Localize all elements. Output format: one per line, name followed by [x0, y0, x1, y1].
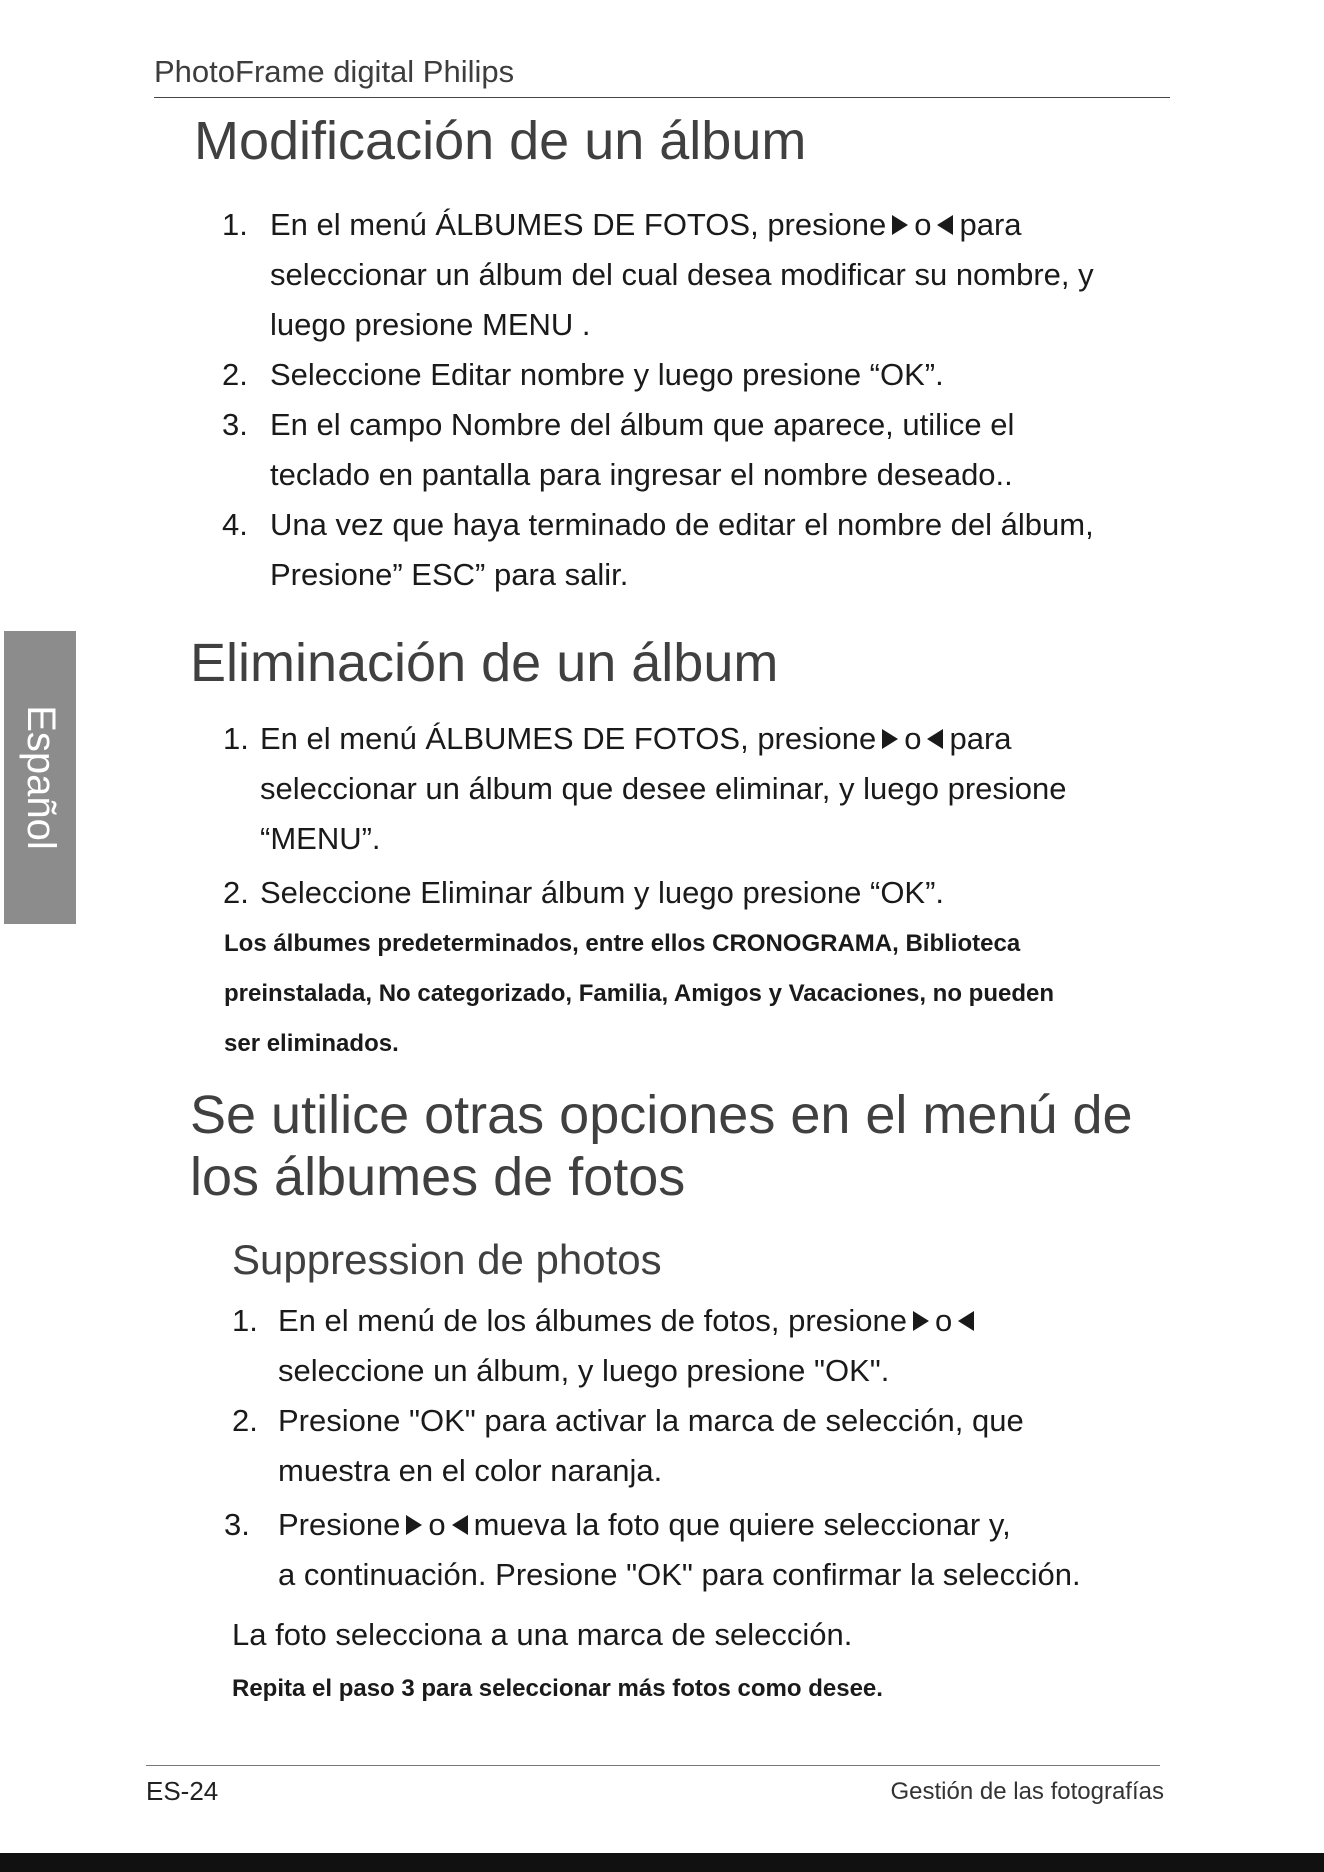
step-text: Presione” ESC” para salir.: [270, 557, 629, 592]
step-number: 1.: [222, 207, 248, 242]
header-divider: [154, 97, 1170, 98]
repeat-note: Repita el paso 3 para seleccionar más fotos como desee.: [232, 1675, 883, 1702]
step-text: para: [959, 207, 1022, 242]
step-text: o: [428, 1507, 446, 1542]
step-text: Presione: [278, 1507, 401, 1542]
right-arrow-icon: [913, 1311, 929, 1331]
step-text: para: [949, 721, 1012, 756]
step-text: “MENU”.: [260, 821, 381, 856]
language-tab: [4, 631, 76, 924]
chapter-title: Gestión de las fotografías: [890, 1778, 1164, 1805]
scan-edge-bar: [0, 1853, 1324, 1872]
section-title-other: [190, 1084, 1133, 1208]
step-text: seleccionar un álbum que desee eliminar, y luego presione: [260, 771, 1067, 806]
step-text: o: [914, 207, 932, 242]
list-item: [222, 200, 1170, 350]
step-text: muestra en el color naranja.: [278, 1453, 663, 1488]
step-text: En el menú de los álbumes de fotos, presione: [278, 1303, 907, 1338]
step-number: 1.: [232, 1303, 258, 1338]
title-line: los álbumes de fotos: [190, 1147, 686, 1207]
delete-note: [224, 919, 1174, 1069]
step-text: Una vez que haya terminado de editar el nombre del álbum,: [270, 507, 1094, 542]
step-text: En el menú ÁLBUMES DE FOTOS, presione: [260, 721, 877, 756]
list-item: [223, 714, 1170, 864]
suppression-steps: [224, 1296, 1178, 1600]
list-item: [222, 350, 1170, 400]
page-number: ES-24: [146, 1776, 219, 1806]
list-item: [222, 400, 1170, 500]
step-number: 4.: [222, 507, 248, 542]
result-text: La foto selecciona a una marca de selección.: [232, 1617, 853, 1652]
list-item: [232, 1396, 1178, 1496]
note-line: preinstalada, No categorizado, Familia, Amigos y Vacaciones, no pueden: [224, 980, 1055, 1007]
step-number: 3.: [222, 407, 248, 442]
delete-steps: [223, 714, 1170, 918]
note-line: Los álbumes predeterminados, entre ellos CRONOGRAMA, Biblioteca: [224, 930, 1021, 957]
title-line: Se utilice otras opciones en el menú de: [190, 1085, 1133, 1145]
right-arrow-icon: [882, 729, 898, 749]
step-number: 2.: [232, 1403, 258, 1438]
step-text: En el campo Nombre del álbum que aparece, utilice el: [270, 407, 1015, 442]
step-text: o: [904, 721, 922, 756]
step-text: seleccionar un álbum del cual desea modificar su nombre, y: [270, 257, 1094, 292]
list-item: [222, 500, 1170, 600]
section-title-delete: Eliminación de un álbum: [190, 633, 779, 693]
language-tab-label: Español: [18, 705, 63, 850]
step-number: 3.: [224, 1507, 250, 1542]
step-text: a continuación. Presione "OK" para confirmar la selección.: [278, 1557, 1081, 1592]
step-text: luego presione MENU .: [270, 307, 591, 342]
note-line: ser eliminados.: [224, 1030, 399, 1057]
step-text: Seleccione Eliminar álbum y luego presione “OK”.: [260, 875, 945, 910]
step-number: 2.: [223, 875, 249, 910]
list-item: [223, 868, 1170, 918]
running-header: PhotoFrame digital Philips: [154, 54, 515, 89]
footer-divider: [146, 1765, 1160, 1766]
list-item: [224, 1500, 1178, 1600]
left-arrow-icon: [927, 729, 943, 749]
step-text: o: [935, 1303, 953, 1338]
step-text: Presione "OK" para activar la marca de selección, que: [278, 1403, 1024, 1438]
modify-steps: [222, 200, 1170, 600]
step-number: 1.: [223, 721, 249, 756]
step-text: En el menú ÁLBUMES DE FOTOS, presione: [270, 207, 887, 242]
step-number: 2.: [222, 357, 248, 392]
step-text: teclado en pantalla para ingresar el nombre deseado..: [270, 457, 1013, 492]
left-arrow-icon: [452, 1515, 468, 1535]
section-title-modify: Modificación de un álbum: [194, 111, 807, 171]
step-text: mueva la foto que quiere seleccionar y,: [473, 1507, 1011, 1542]
right-arrow-icon: [892, 215, 908, 235]
left-arrow-icon: [937, 215, 953, 235]
step-text: seleccione un álbum, y luego presione "OK".: [278, 1353, 890, 1388]
subsection-title-suppression: Suppression de photos: [232, 1236, 662, 1283]
left-arrow-icon: [958, 1311, 974, 1331]
step-text: Seleccione Editar nombre y luego presione “OK”.: [270, 357, 944, 392]
list-item: [232, 1296, 1178, 1396]
right-arrow-icon: [406, 1515, 422, 1535]
